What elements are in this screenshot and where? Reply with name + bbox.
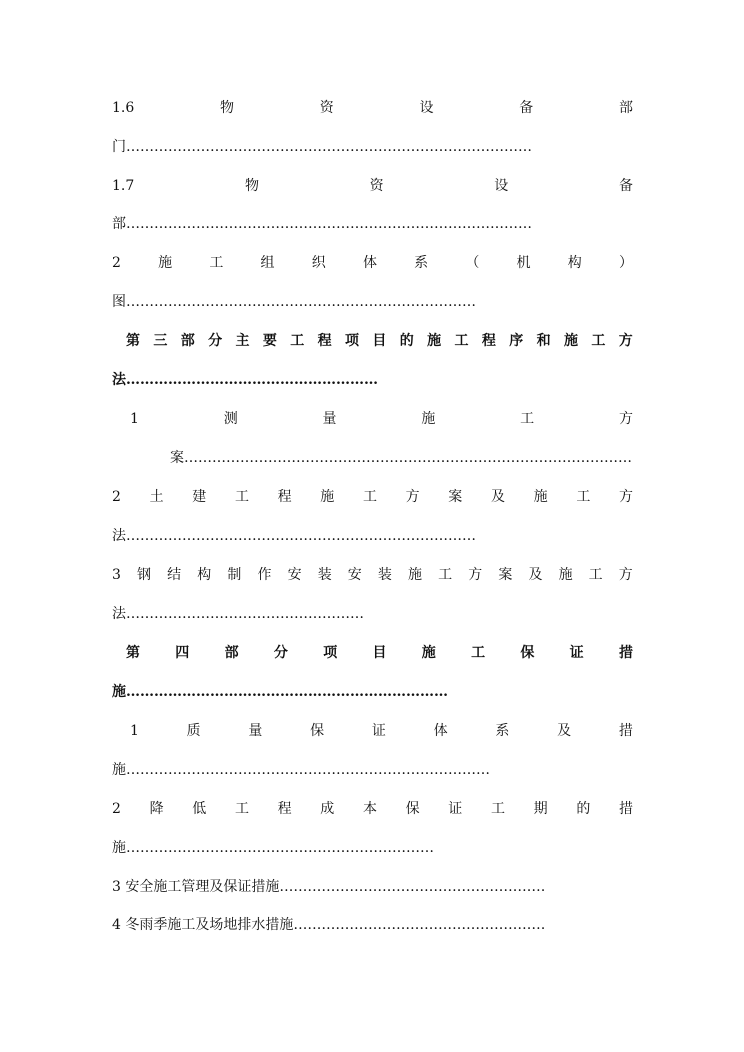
toc-char: 案 [498, 567, 513, 583]
toc-char: 物 [244, 178, 259, 194]
toc-char: 工 [471, 645, 486, 661]
toc-char: 措 [618, 645, 633, 661]
toc-char: 程 [317, 333, 332, 349]
toc-char: 制 [227, 567, 242, 583]
toc-char: 安 [347, 567, 362, 583]
toc-char: 质 [186, 723, 201, 739]
toc-entry-steel[interactable] [112, 564, 633, 586]
toc-char: 部 [180, 333, 195, 349]
toc-char: 工 [490, 801, 505, 817]
toc-entry-winter-rain[interactable]: 4 冬雨季施工及场地排水措施……………………………………………… [112, 917, 546, 933]
toc-char: 3 [112, 567, 121, 583]
toc-char: 工 [234, 801, 249, 817]
toc-char: 三 [153, 333, 168, 349]
toc-char: 证 [569, 645, 584, 661]
toc-char: 项 [323, 645, 338, 661]
toc-char: 施 [421, 411, 436, 427]
toc-char: 2 [112, 255, 121, 271]
toc-char: 体 [433, 723, 448, 739]
toc-char: 量 [322, 411, 337, 427]
toc-char: 2 [112, 489, 121, 505]
toc-char: 本 [362, 801, 377, 817]
toc-char: 期 [533, 801, 548, 817]
toc-char: 工 [234, 489, 249, 505]
toc-char: 工 [362, 489, 377, 505]
toc-char: 证 [371, 723, 386, 739]
toc-char: 工 [588, 567, 603, 583]
toc-char: 设 [494, 178, 509, 194]
toc-entry-1-6[interactable] [112, 97, 633, 119]
toc-char: 分 [208, 333, 223, 349]
toc-char: 工 [520, 411, 535, 427]
toc-char: 构 [567, 255, 582, 271]
toc-char: 部 [224, 645, 239, 661]
toc-char: ） [618, 255, 633, 271]
toc-char: 第 [126, 333, 140, 349]
toc-char: 序 [509, 333, 524, 349]
toc-char: 措 [618, 723, 633, 739]
toc-char: 措 [618, 801, 633, 817]
toc-char: 1.7 [112, 178, 135, 194]
toc-char: 目 [372, 645, 387, 661]
toc-char: 工 [290, 333, 305, 349]
toc-char: 和 [536, 333, 551, 349]
toc-char: 安 [287, 567, 302, 583]
toc-char: 工 [576, 489, 591, 505]
toc-char: 及 [528, 567, 543, 583]
toc-char: 物 [220, 100, 234, 116]
toc-entry-civil[interactable] [112, 486, 633, 508]
toc-char: 及 [557, 723, 572, 739]
toc-char: 及 [490, 489, 505, 505]
toc-char: 建 [192, 489, 207, 505]
toc-char: 低 [192, 801, 207, 817]
toc-entry-civil-continued[interactable]: 法………………………………………………………………… [112, 528, 476, 544]
toc-char: 构 [197, 567, 212, 583]
toc-char: 证 [448, 801, 463, 817]
toc-char: 组 [260, 255, 275, 271]
toc-char: 作 [257, 567, 272, 583]
toc-char: 方 [618, 333, 633, 349]
toc-char: 1.6 [112, 100, 135, 116]
toc-part-four-heading[interactable] [126, 642, 633, 664]
toc-char: （ [465, 255, 480, 271]
toc-char: 体 [362, 255, 377, 271]
toc-char: 工 [438, 567, 453, 583]
toc-char: 工 [209, 255, 224, 271]
toc-char: 成 [320, 801, 335, 817]
toc-part-three-continued[interactable]: 法……………………………………………… [112, 372, 378, 388]
toc-char: 系 [495, 723, 510, 739]
toc-char: 2 [112, 801, 121, 817]
toc-char: 施 [408, 567, 423, 583]
toc-entry-safety[interactable]: 3 安全施工管理及保证措施………………………………………………… [112, 879, 546, 895]
toc-char: 方 [618, 567, 633, 583]
toc-entry-1-6-continued[interactable]: 门…………………………………………………………………………… [112, 139, 532, 155]
toc-char: 程 [481, 333, 496, 349]
toc-char: 主 [235, 333, 250, 349]
toc-char: 系 [414, 255, 429, 271]
toc-char: 资 [319, 100, 334, 116]
toc-part-three-heading[interactable] [126, 330, 633, 352]
toc-char: 施 [427, 333, 442, 349]
toc-char: 设 [419, 100, 434, 116]
toc-char: 要 [262, 333, 277, 349]
toc-char: 工 [591, 333, 606, 349]
toc-char: 保 [405, 801, 420, 817]
toc-char: 土 [149, 489, 164, 505]
toc-char: 案 [448, 489, 463, 505]
toc-char: 保 [520, 645, 535, 661]
toc-char: 方 [618, 489, 633, 505]
toc-char: 的 [576, 801, 591, 817]
toc-char: 备 [519, 100, 534, 116]
toc-char: 项 [345, 333, 359, 349]
toc-entry-survey-continued[interactable]: 案…………………………………………………………………………………… [170, 450, 632, 466]
toc-entry-survey[interactable] [130, 408, 633, 430]
toc-char: 结 [167, 567, 182, 583]
toc-part-four-continued[interactable]: 施…………………………………………………………… [112, 684, 448, 700]
toc-entry-1-7[interactable] [112, 175, 633, 197]
toc-entry-cost[interactable] [112, 798, 633, 820]
toc-char: 施 [158, 255, 173, 271]
toc-char: 程 [277, 801, 292, 817]
toc-char: 程 [277, 489, 292, 505]
toc-char: 第 [126, 645, 140, 661]
toc-char: 装 [377, 567, 392, 583]
toc-char: 四 [175, 645, 190, 661]
toc-char: 机 [516, 255, 531, 271]
toc-char: 施 [320, 489, 335, 505]
toc-entry-1-7-continued[interactable]: 部…………………………………………………………………………… [112, 216, 532, 232]
toc-char: 目 [372, 333, 387, 349]
toc-char: 施 [533, 489, 548, 505]
toc-char: 量 [248, 723, 263, 739]
toc-char: 降 [149, 801, 164, 817]
toc-char: 分 [273, 645, 288, 661]
toc-char: 施 [564, 333, 578, 349]
toc-entry-2-organization[interactable] [112, 252, 633, 274]
toc-char: 织 [311, 255, 326, 271]
toc-entry-2-organization-continued[interactable]: 图………………………………………………………………… [112, 294, 476, 310]
toc-char: 部 [618, 100, 633, 116]
toc-char: 测 [223, 411, 238, 427]
toc-char: 钢 [137, 567, 152, 583]
toc-char: 1 [130, 411, 139, 427]
toc-char: 保 [310, 723, 325, 739]
toc-char: 工 [454, 333, 469, 349]
toc-char: 方 [405, 489, 420, 505]
toc-char: 方 [618, 411, 633, 427]
toc-char: 的 [399, 333, 414, 349]
toc-char: 施 [558, 567, 573, 583]
toc-char: 施 [421, 645, 436, 661]
toc-char: 备 [618, 178, 633, 194]
toc-entry-quality-continued[interactable]: 施…………………………………………………………………… [112, 762, 490, 778]
toc-char: 资 [369, 178, 384, 194]
toc-entry-steel-continued[interactable]: 法…………………………………………… [112, 606, 364, 622]
toc-entry-cost-continued[interactable]: 施………………………………………………………… [112, 840, 434, 856]
toc-char: 方 [468, 567, 483, 583]
toc-char: 装 [317, 567, 332, 583]
toc-entry-quality[interactable] [130, 720, 633, 742]
toc-char: 1 [130, 723, 139, 739]
